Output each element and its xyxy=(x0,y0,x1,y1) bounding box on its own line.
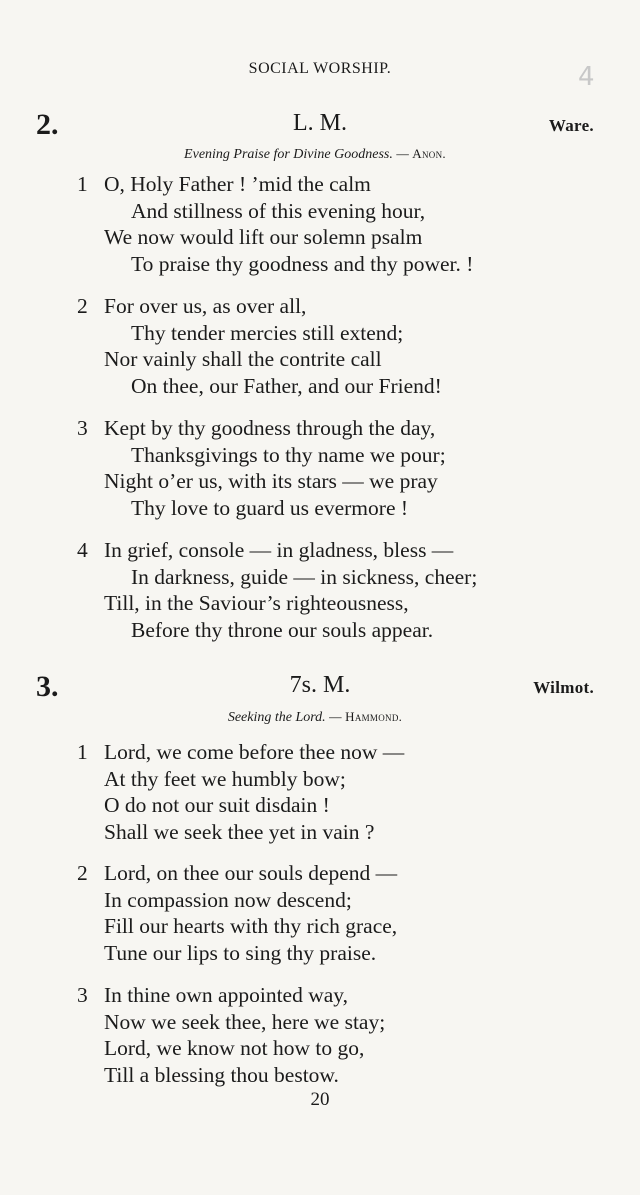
verse-line: O do not our suit disdain ! xyxy=(104,793,330,817)
stanza xyxy=(0,171,640,277)
verse-line: Kept by thy goodness through the day, xyxy=(104,416,436,440)
verse-line: In thine own appointed way, xyxy=(104,983,349,1007)
verse-line: And stillness of this evening hour, xyxy=(131,198,426,223)
hymn-meter: 7s. M. xyxy=(289,672,351,698)
verse-line: For over us, as over all, xyxy=(104,294,307,318)
hymn-header xyxy=(0,670,640,703)
tune-name: Wilmot. xyxy=(533,678,594,697)
hymn-number: 2. xyxy=(36,108,59,141)
verse-line: In compassion now descend; xyxy=(104,887,352,912)
hymn-meter: L. M. xyxy=(293,110,347,136)
stanza-number: 1 xyxy=(77,740,88,764)
stanza-number: 2 xyxy=(77,861,88,885)
verse-line: O, Holy Father ! ’mid the calm xyxy=(104,172,371,196)
author-name: Anon. xyxy=(412,146,446,161)
stanza xyxy=(0,537,640,643)
verse-line: Night o’er us, with its stars — we pray xyxy=(104,469,438,493)
author-name: Hammond. xyxy=(345,709,403,724)
verse-line: In darkness, guide — in sickness, cheer; xyxy=(131,564,478,589)
pencil-mark: 4 xyxy=(578,62,595,92)
tune-name: Ware. xyxy=(548,116,594,135)
hymn-subtitle xyxy=(0,709,630,726)
verse-line: Lord, we know not how to go, xyxy=(104,1036,365,1060)
running-head: SOCIAL WORSHIP. xyxy=(248,60,392,77)
verse-line: On thee, our Father, and our Friend! xyxy=(131,373,442,398)
hymn-header xyxy=(0,108,640,141)
verse-line: Before thy throne our souls appear. xyxy=(131,617,434,642)
page-number: 20 xyxy=(310,1089,330,1110)
verse-line: Till, in the Saviour’s righteousness, xyxy=(104,591,409,615)
stanza-number: 4 xyxy=(77,538,88,562)
verse-line: At thy feet we humbly bow; xyxy=(104,766,346,791)
verse-line: Lord, on thee our souls depend — xyxy=(104,861,398,885)
stanza xyxy=(0,982,640,1088)
stanza xyxy=(0,739,640,845)
verse-line: Thanksgivings to thy name we pour; xyxy=(131,442,446,467)
verse-line: Shall we seek thee yet in vain ? xyxy=(104,819,375,844)
verse-line: Fill our hearts with thy rich grace, xyxy=(104,914,398,938)
verse-line: We now would lift our solemn psalm xyxy=(104,225,423,249)
subtitle-text: Evening Praise for Divine Goodness. — xyxy=(184,147,409,162)
stanza-number: 3 xyxy=(77,416,88,440)
verse-line: Tune our lips to sing thy praise. xyxy=(104,940,377,965)
stanza-number: 1 xyxy=(77,172,88,196)
verse-line: Nor vainly shall the contrite call xyxy=(104,347,382,371)
verse-line: Thy love to guard us evermore ! xyxy=(131,495,409,520)
verse-line: Lord, we come before thee now — xyxy=(104,740,405,764)
hymn-number: 3. xyxy=(36,670,59,703)
stanza xyxy=(0,415,640,521)
subtitle-text: Seeking the Lord. — xyxy=(227,710,342,725)
hymn-subtitle xyxy=(0,146,630,163)
verse-line: Thy tender mercies still extend; xyxy=(131,320,404,345)
verse-line: Now we seek thee, here we stay; xyxy=(104,1009,386,1034)
stanza-number: 2 xyxy=(77,294,88,318)
stanza xyxy=(0,293,640,399)
verse-line: To praise thy goodness and thy power. ! xyxy=(131,251,474,276)
stanza-number: 3 xyxy=(77,983,88,1007)
verse-line: In grief, console — in gladness, bless — xyxy=(104,538,454,562)
stanza xyxy=(0,860,640,966)
verse-line: Till a blessing thou bestow. xyxy=(104,1062,339,1087)
